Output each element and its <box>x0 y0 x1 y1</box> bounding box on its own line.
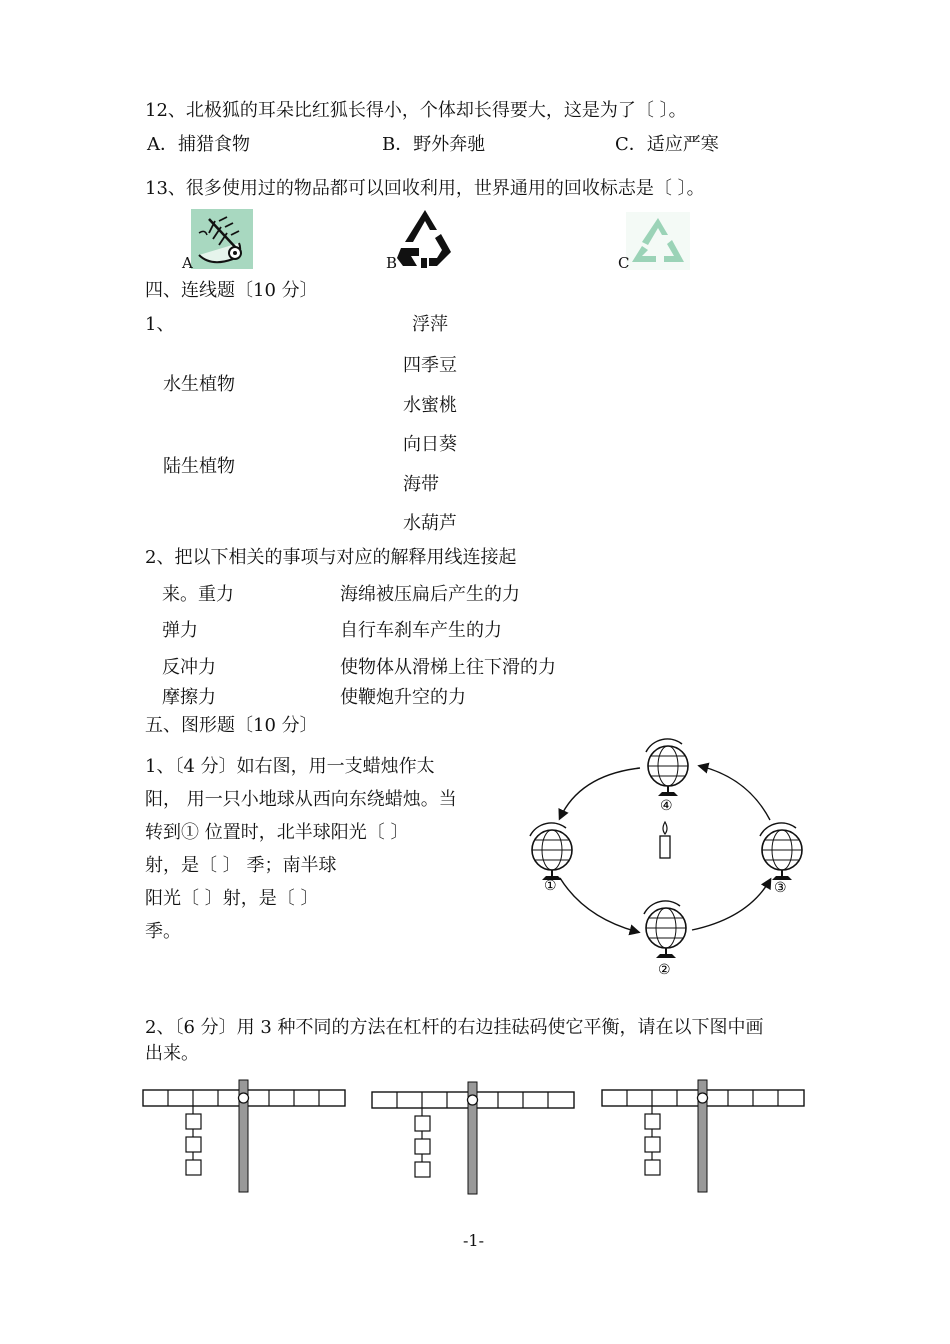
globe-label-2: ② <box>658 962 671 978</box>
q5-1-line: 季。 <box>145 921 181 942</box>
earth-orbit-diagram <box>520 730 820 980</box>
fish-skeleton-recycle-icon <box>191 209 253 269</box>
matching2-right-item: 自行车刹车产生的力 <box>340 620 502 641</box>
lever-diagram-1 <box>143 1080 345 1192</box>
recycle-triangle-light-icon <box>626 212 690 270</box>
q13-label-a: A <box>182 254 193 272</box>
lever-diagrams <box>140 1078 810 1203</box>
matching1-right-item: 四季豆 <box>403 355 457 376</box>
q13-label-c: C <box>618 254 630 272</box>
q5-1-line: 阳光〔 〕射，是〔 〕 <box>145 888 319 909</box>
q5-1-line: 阳， 用一只小地球从西向东绕蜡烛。当 <box>145 789 457 810</box>
q5-1-line: 转到① 位置时，北半球阳光〔 〕 <box>145 822 409 843</box>
matching1-left-aquatic: 水生植物 <box>163 374 235 395</box>
q12-question: 12、北极狐的耳朵比红狐长得小，个体却长得要大，这是为了〔 〕。 <box>145 100 687 121</box>
lever-diagram-2 <box>372 1082 574 1194</box>
matching1-right-item: 水蜜桃 <box>403 395 457 416</box>
globe-label-1: ① <box>544 878 557 894</box>
matching2-left-item: 摩擦力 <box>162 687 216 708</box>
matching1-right-item: 浮萍 <box>412 314 448 335</box>
q13-label-b: B <box>386 254 398 272</box>
section5-title: 五、图形题〔10 分〕 <box>145 715 318 736</box>
matching1-number: 1、 <box>145 314 175 335</box>
matching2-left-item: 来。重力 <box>162 584 234 605</box>
lever-diagram-3 <box>602 1080 804 1192</box>
matching1-right-item: 海带 <box>403 474 439 495</box>
matching2-right-item: 使物体从滑梯上往下滑的力 <box>340 657 556 678</box>
q12-option-a: A．捕猎食物 <box>147 134 250 155</box>
matching2-intro: 2、把以下相关的事项与对应的解释用线连接起 <box>145 547 517 568</box>
matching1-right-item: 向日葵 <box>403 434 457 455</box>
globe-label-3: ③ <box>774 880 787 896</box>
q5-2-line: 2、〔6 分〕用 3 种不同的方法在杠杆的右边挂砝码使它平衡，请在以下图中画 <box>145 1017 764 1038</box>
page-number: -1- <box>463 1231 484 1250</box>
matching2-right-item: 海绵被压扁后产生的力 <box>340 584 520 605</box>
q12-option-b: B．野外奔驰 <box>382 134 486 155</box>
q5-1-line: 1、〔4 分〕如右图，用一支蜡烛作太 <box>145 756 435 777</box>
matching1-left-terrestrial: 陆生植物 <box>163 456 235 477</box>
globe-label-4: ④ <box>660 798 673 814</box>
q13-question: 13、很多使用过的物品都可以回收利用，世界通用的回收标志是〔 〕。 <box>145 178 705 199</box>
q5-1-line: 射，是〔 〕 季；南半球 <box>145 855 337 876</box>
matching1-right-item: 水葫芦 <box>403 513 457 534</box>
q5-2-line: 出来。 <box>145 1043 199 1064</box>
q12-option-c: C．适应严寒 <box>615 134 719 155</box>
recycle-symbol-black-icon <box>397 208 453 270</box>
matching2-left-item: 反冲力 <box>162 657 216 678</box>
section4-title: 四、连线题〔10 分〕 <box>145 280 318 301</box>
matching2-left-item: 弹力 <box>162 620 198 641</box>
matching2-right-item: 使鞭炮升空的力 <box>340 687 466 708</box>
